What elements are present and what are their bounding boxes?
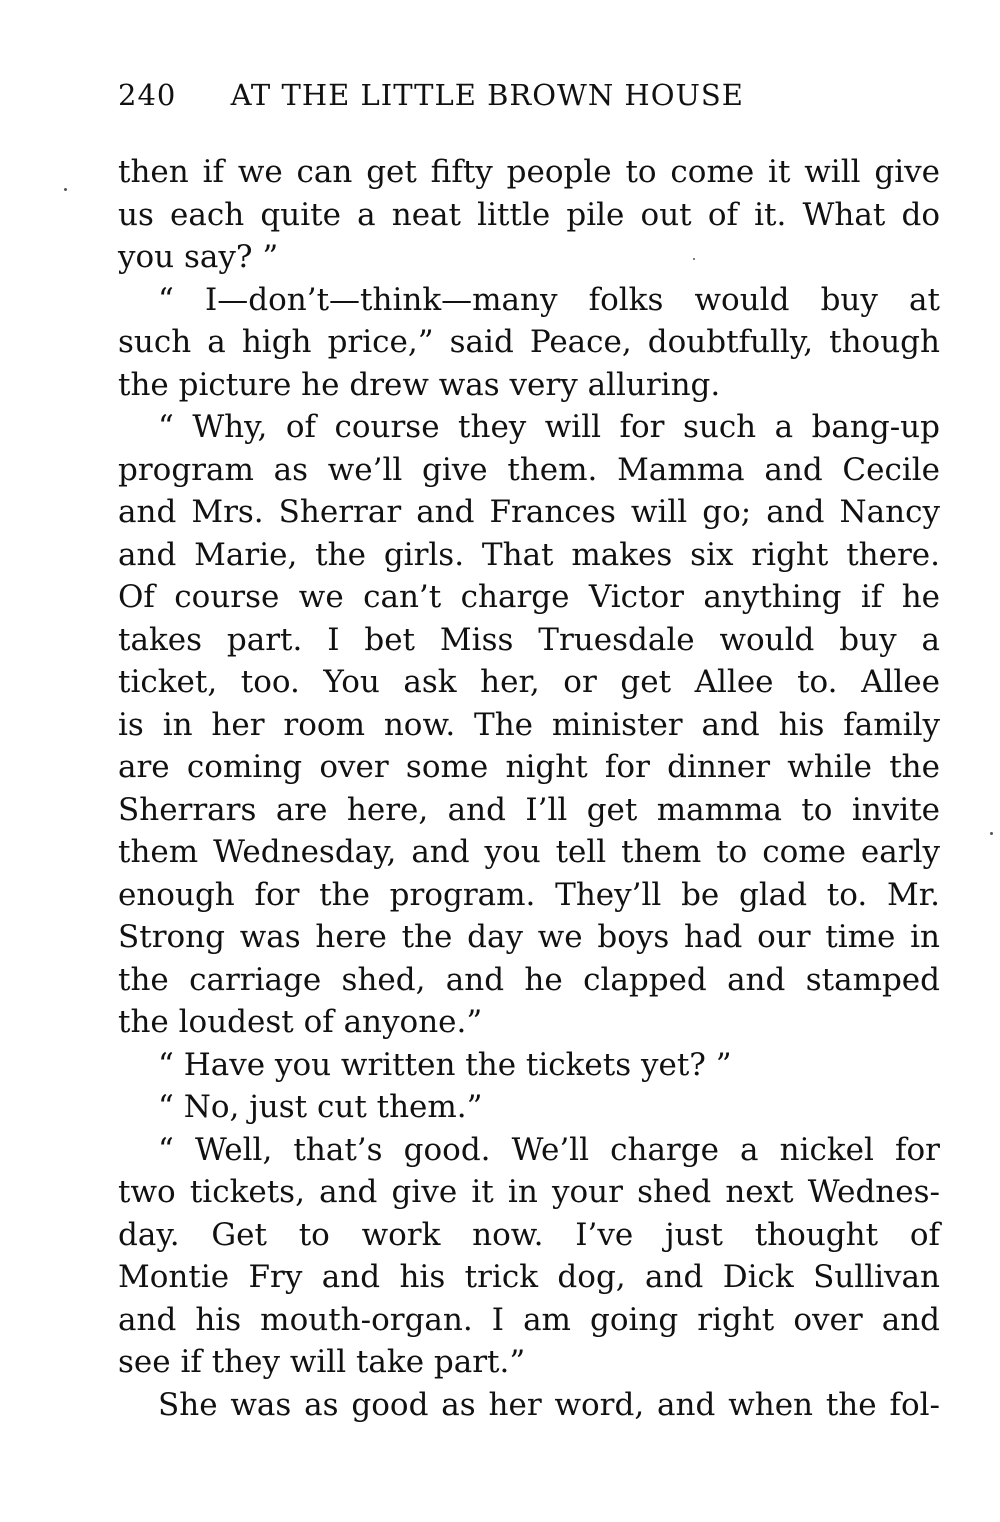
text-line: is in her room now. The minister and his family <box>118 706 940 743</box>
page-number: 240 <box>118 78 177 112</box>
text-line: Montie Fry and his trick dog, and Dick Sullivan <box>118 1259 940 1295</box>
text-line: takes part. I bet Miss Truesdale would buy a <box>118 621 940 658</box>
print-speck <box>64 188 67 191</box>
print-speck <box>990 832 993 835</box>
text-line: She was as good as her word, and when the fol- <box>158 1386 940 1423</box>
text-line: them Wednesday, and you tell them to come early <box>118 834 940 870</box>
text-line: Strong was here the day we boys had our time in <box>118 919 940 955</box>
text-line: two tickets, and give it in your shed next Wednes- <box>118 1174 940 1210</box>
text-line: “ Well, that’s good. We’ll charge a nickel for <box>158 1131 940 1168</box>
text-line: “ Have you written the tickets yet? ” <box>158 1046 732 1083</box>
text-line: day. Get to work now. I’ve just thought of <box>118 1216 940 1253</box>
text-line: see if they will take part.” <box>118 1344 526 1380</box>
text-line: enough for the program. They’ll be glad to. Mr. <box>118 876 940 913</box>
text-line: the picture he drew was very alluring. <box>118 366 721 403</box>
body-text <box>118 151 940 1426</box>
text-line: you say? ” <box>118 239 279 275</box>
running-head <box>118 78 948 118</box>
text-line: “ No, just cut them.” <box>158 1089 483 1125</box>
text-line: the loudest of anyone.” <box>118 1004 483 1040</box>
text-line: ticket, too. You ask her, or get Allee to. Allee <box>118 664 940 700</box>
text-line: us each quite a neat little pile out of it. What do <box>118 196 940 233</box>
text-line: “ Why, of course they will for such a bang-up <box>158 409 940 445</box>
text-line: are coming over some night for dinner while the <box>118 749 940 785</box>
text-line: such a high price,” said Peace, doubtfully, though <box>118 324 940 360</box>
text-line: Sherrars are here, and I’ll get mamma to invite <box>118 791 940 828</box>
print-speck <box>693 258 695 260</box>
text-line: and his mouth-organ. I am going right over and <box>118 1301 940 1338</box>
text-line: and Mrs. Sherrar and Frances will go; and Nancy <box>118 494 940 530</box>
text-line: and Marie, the girls. That makes six right there. <box>118 536 940 573</box>
text-line: program as we’ll give them. Mamma and Cecile <box>118 451 940 488</box>
text-line: then if we can get fifty people to come it will give <box>118 154 940 190</box>
text-line: Of course we can’t charge Victor anything if he <box>118 579 940 615</box>
running-title: AT THE LITTLE BROWN HOUSE <box>230 78 744 112</box>
text-line: the carriage shed, and he clapped and stamped <box>118 961 940 998</box>
text-line: “ I—don’t—think—many folks would buy at <box>158 281 940 318</box>
